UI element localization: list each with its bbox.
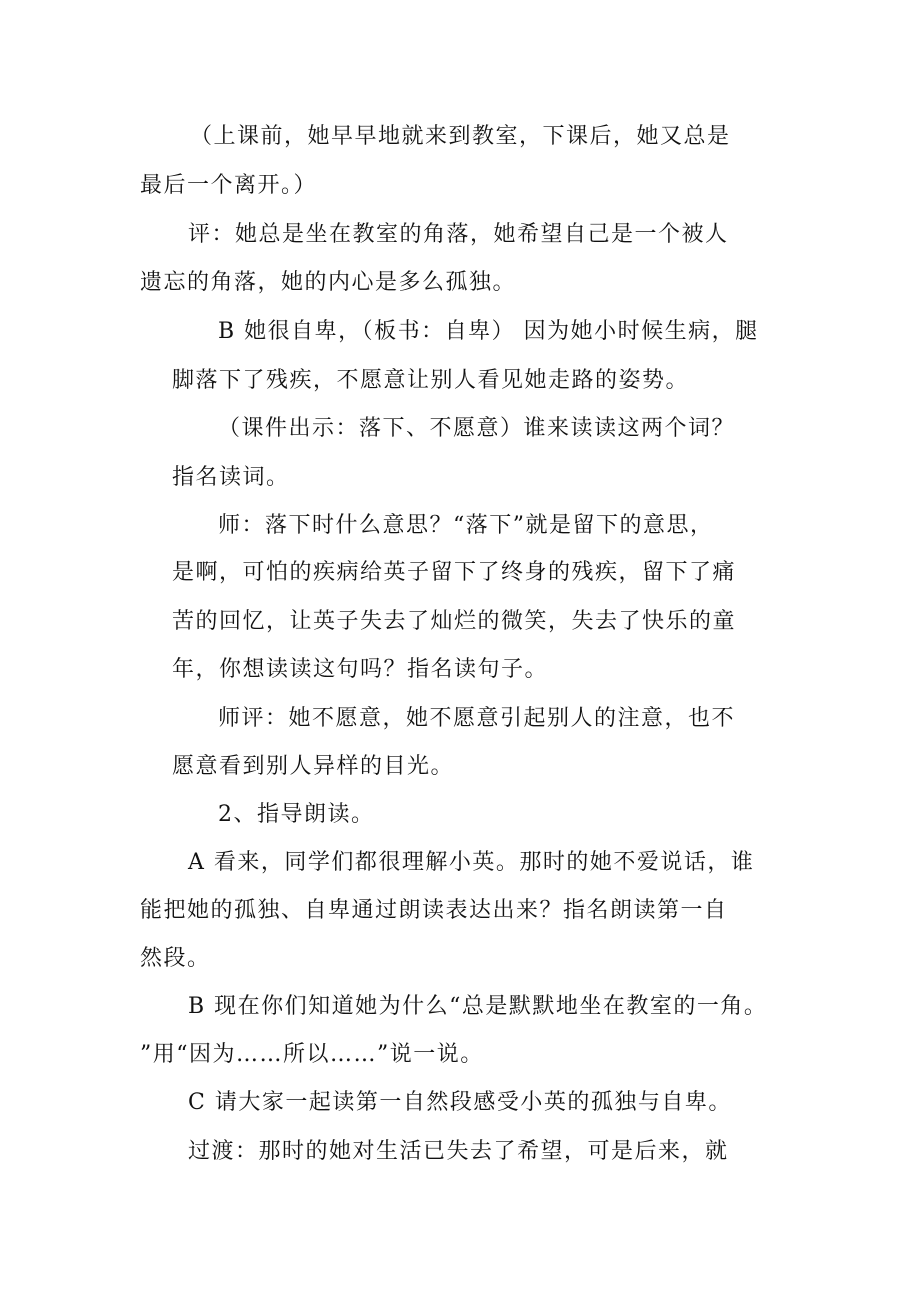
text-line: 年，你想读读这句吗？指名读句子。 — [172, 657, 549, 682]
text-line: 评：她总是坐在教室的角落，她希望自己是一个被人 — [188, 222, 729, 247]
text-line: 愿意看到别人异样的目光。 — [172, 754, 455, 779]
text-line: 苦的回忆，让英子失去了灿烂的微笑，失去了快乐的童 — [172, 609, 737, 634]
text-line: ”用“因为……所以……”说一说。 — [140, 1042, 484, 1067]
text-line: 能把她的孤独、自卑通过朗读表达出来？指名朗读第一自 — [140, 898, 728, 923]
text-line: （上课前，她早早地就来到教室，下课后，她又总是 — [190, 124, 731, 149]
text-line: 脚落下了残疾，不愿意让别人看见她走路的姿势。 — [172, 368, 690, 393]
text-line: 是啊，可怕的疾病给英子留下了终身的残疾，留下了痛 — [172, 560, 737, 585]
text-line: 师：落下时什么意思？“落下”就是留下的意思， — [218, 513, 714, 538]
text-line: 指名读词。 — [172, 465, 290, 490]
text-line: 遗忘的角落，她的内心是多么孤独。 — [140, 270, 517, 295]
text-line: A 看来，同学们都很理解小英。那时的她不爱说话，谁 — [188, 850, 755, 875]
text-line: 过渡：那时的她对生活已失去了希望，可是后来，就 — [188, 1139, 729, 1164]
text-line: 然段。 — [140, 946, 211, 971]
text-line: B 现在你们知道她为什么“总是默默地坐在教室的一角。 — [188, 994, 768, 1019]
text-line: 最后一个离开。） — [140, 173, 318, 198]
text-line: 师评：她不愿意，她不愿意引起别人的注意，也不 — [218, 706, 736, 731]
text-line: 2、指导朗读。 — [218, 802, 375, 827]
text-line: （课件出示：落下、不愿意）谁来读读这两个词？ — [218, 416, 736, 441]
text-line: C 请大家一起读第一自然段感受小英的孤独与自卑。 — [188, 1090, 732, 1115]
text-line: B 她很自卑，（板书：自卑） 因为她小时候生病，腿 — [218, 319, 759, 344]
